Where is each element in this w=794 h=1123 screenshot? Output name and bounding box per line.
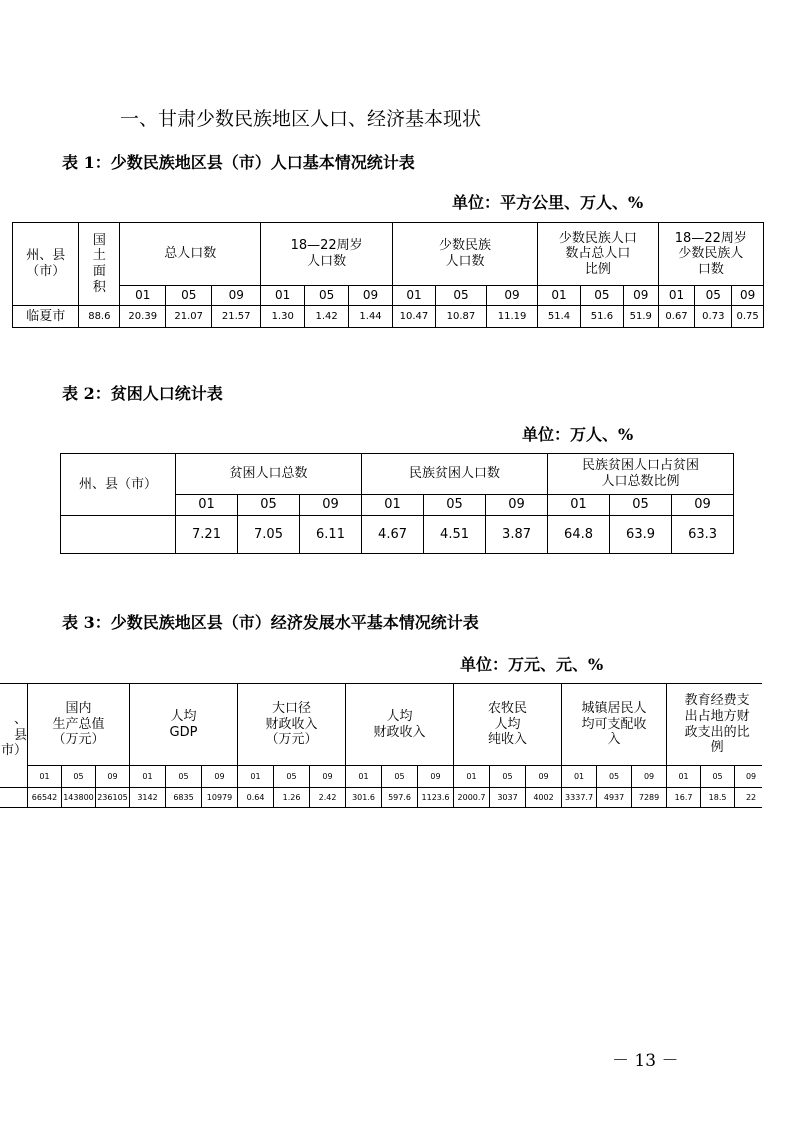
t2-cell: 7.05: [238, 516, 300, 554]
t1-year: 05: [695, 286, 732, 306]
t1-cell: 0.73: [695, 306, 732, 328]
t3-head-urban: 城镇居民人 均可支配收 入: [562, 684, 667, 766]
t3-row-name: [0, 788, 28, 808]
t3-year: 01: [130, 766, 166, 788]
t3-year: 05: [701, 766, 735, 788]
t1-head-minority-ratio: 少数民族人口 数占总人口 比例: [538, 223, 659, 286]
t1-year: 09: [349, 286, 393, 306]
t3-cell: 6835: [166, 788, 202, 808]
t3-head-gdp: 国内 生产总值 （万元）: [28, 684, 130, 766]
t1-cell: 1.30: [261, 306, 305, 328]
t1-cell: 0.67: [658, 306, 695, 328]
t1-row-area: 88.6: [79, 306, 120, 328]
t3-head-region: 、 县 市）: [0, 684, 28, 788]
t3-head-fiscal: 大口径 财政收入 （万元）: [238, 684, 346, 766]
t1-cell: 21.07: [166, 306, 212, 328]
t2-year: 09: [486, 495, 548, 516]
t1-head-area: 国 土 面 积: [79, 223, 120, 306]
t1-year: 05: [580, 286, 623, 306]
t2-year: 09: [300, 495, 362, 516]
t3-cell: 10979: [202, 788, 238, 808]
t3-cell: 3037: [490, 788, 526, 808]
t1-cell: 51.9: [623, 306, 658, 328]
table3-caption: 表 3：少数民族地区县（市）经济发展水平基本情况统计表: [62, 613, 479, 632]
t2-head-poor-total: 贫困人口总数: [176, 454, 362, 495]
t2-cell: 63.9: [610, 516, 672, 554]
t2-year: 01: [548, 495, 610, 516]
t1-year: 01: [393, 286, 436, 306]
table2-unit: 单位：万人、%: [522, 425, 634, 444]
t3-year: 05: [166, 766, 202, 788]
t2-cell: 6.11: [300, 516, 362, 554]
t3-year: 09: [310, 766, 346, 788]
t3-year: 05: [382, 766, 418, 788]
t1-year: 09: [212, 286, 261, 306]
t3-cell: 1123.6: [418, 788, 454, 808]
t3-year: 09: [735, 766, 762, 788]
t1-cell: 51.6: [580, 306, 623, 328]
t3-cell: 3337.7: [562, 788, 597, 808]
t3-year: 01: [346, 766, 382, 788]
t3-year: 09: [418, 766, 454, 788]
t3-cell: 301.6: [346, 788, 382, 808]
t2-year: 05: [238, 495, 300, 516]
t1-year: 01: [538, 286, 581, 306]
t1-year: 05: [166, 286, 212, 306]
t1-cell: 0.75: [732, 306, 764, 328]
t2-head-region: 州、县（市）: [61, 454, 176, 516]
t3-year: 09: [632, 766, 667, 788]
t3-head-gdp-pc: 人均 GDP: [130, 684, 238, 766]
table1-caption: 表 1：少数民族地区县（市）人口基本情况统计表: [62, 153, 415, 172]
t1-cell: 51.4: [538, 306, 581, 328]
t3-cell: 2.42: [310, 788, 346, 808]
t3-cell: 66542: [28, 788, 62, 808]
t2-head-minority-poor-ratio: 民族贫困人口占贫困 人口总数比例: [548, 454, 734, 495]
t2-head-minority-poor: 民族贫困人口数: [362, 454, 548, 495]
t3-cell: 143800: [62, 788, 96, 808]
t1-cell: 1.44: [349, 306, 393, 328]
table3-unit: 单位：万元、元、%: [460, 655, 604, 674]
t3-year: 01: [28, 766, 62, 788]
t1-year: 05: [305, 286, 349, 306]
t2-cell: 3.87: [486, 516, 548, 554]
t3-cell: 597.6: [382, 788, 418, 808]
t1-cell: 21.57: [212, 306, 261, 328]
t3-cell: 16.7: [667, 788, 701, 808]
t3-year: 09: [202, 766, 238, 788]
t2-cell: 64.8: [548, 516, 610, 554]
t1-year: 09: [623, 286, 658, 306]
page-number: － 13 －: [612, 1051, 679, 1071]
t1-head-total-pop: 总人口数: [120, 223, 261, 286]
t3-cell: 3142: [130, 788, 166, 808]
t3-year: 01: [562, 766, 597, 788]
t3-year: 01: [454, 766, 490, 788]
t3-cell: 2000.7: [454, 788, 490, 808]
t2-row-name: [61, 516, 176, 554]
table2: [60, 453, 734, 554]
t2-cell: 63.3: [672, 516, 734, 554]
t1-cell: 1.42: [305, 306, 349, 328]
t1-year: 09: [732, 286, 764, 306]
t2-cell: 4.67: [362, 516, 424, 554]
t1-year: 01: [261, 286, 305, 306]
table1-unit: 单位：平方公里、万人、%: [452, 193, 644, 212]
t3-cell: 1.26: [274, 788, 310, 808]
t3-cell: 22: [735, 788, 762, 808]
t3-year: 01: [238, 766, 274, 788]
t2-year: 09: [672, 495, 734, 516]
table3-clip: [0, 683, 762, 813]
t1-year: 09: [487, 286, 538, 306]
t1-cell: 10.87: [435, 306, 486, 328]
t3-cell: 4002: [526, 788, 562, 808]
t1-head-minority-pop: 少数民族 人口数: [393, 223, 538, 286]
section-title: 一、甘肃少数民族地区人口、经济基本现状: [120, 108, 482, 130]
table3: [0, 683, 762, 808]
t3-cell: 7289: [632, 788, 667, 808]
t1-year: 01: [658, 286, 695, 306]
t1-year: 05: [435, 286, 486, 306]
t3-cell: 236105: [96, 788, 130, 808]
t3-year: 05: [597, 766, 632, 788]
t1-cell: 20.39: [120, 306, 166, 328]
t2-year: 05: [610, 495, 672, 516]
t3-cell: 0.64: [238, 788, 274, 808]
t1-head-region: 州、县 （市）: [13, 223, 79, 306]
t3-cell: 4937: [597, 788, 632, 808]
t1-head-age-pop: 18—22周岁 人口数: [261, 223, 393, 286]
table1: [12, 222, 764, 328]
t3-year: 01: [667, 766, 701, 788]
t2-year: 05: [424, 495, 486, 516]
t3-year: 05: [274, 766, 310, 788]
t3-year: 05: [62, 766, 96, 788]
t2-year: 01: [362, 495, 424, 516]
t3-head-farmer: 农牧民 人均 纯收入: [454, 684, 562, 766]
t2-year: 01: [176, 495, 238, 516]
t3-year: 05: [490, 766, 526, 788]
table2-caption: 表 2：贫困人口统计表: [62, 384, 223, 403]
t1-cell: 10.47: [393, 306, 436, 328]
t1-head-minority-age: 18—22周岁 少数民族人 口数: [658, 223, 763, 286]
t3-year: 09: [96, 766, 130, 788]
t2-cell: 4.51: [424, 516, 486, 554]
t3-cell: 18.5: [701, 788, 735, 808]
t1-cell: 11.19: [487, 306, 538, 328]
t3-year: 09: [526, 766, 562, 788]
t3-head-edu: 教育经费支 出占地方财 政支出的比 例: [667, 684, 762, 766]
t1-year: 01: [120, 286, 166, 306]
t2-cell: 7.21: [176, 516, 238, 554]
t3-head-fiscal-pc: 人均 财政收入: [346, 684, 454, 766]
t1-row-name: 临夏市: [13, 306, 79, 328]
